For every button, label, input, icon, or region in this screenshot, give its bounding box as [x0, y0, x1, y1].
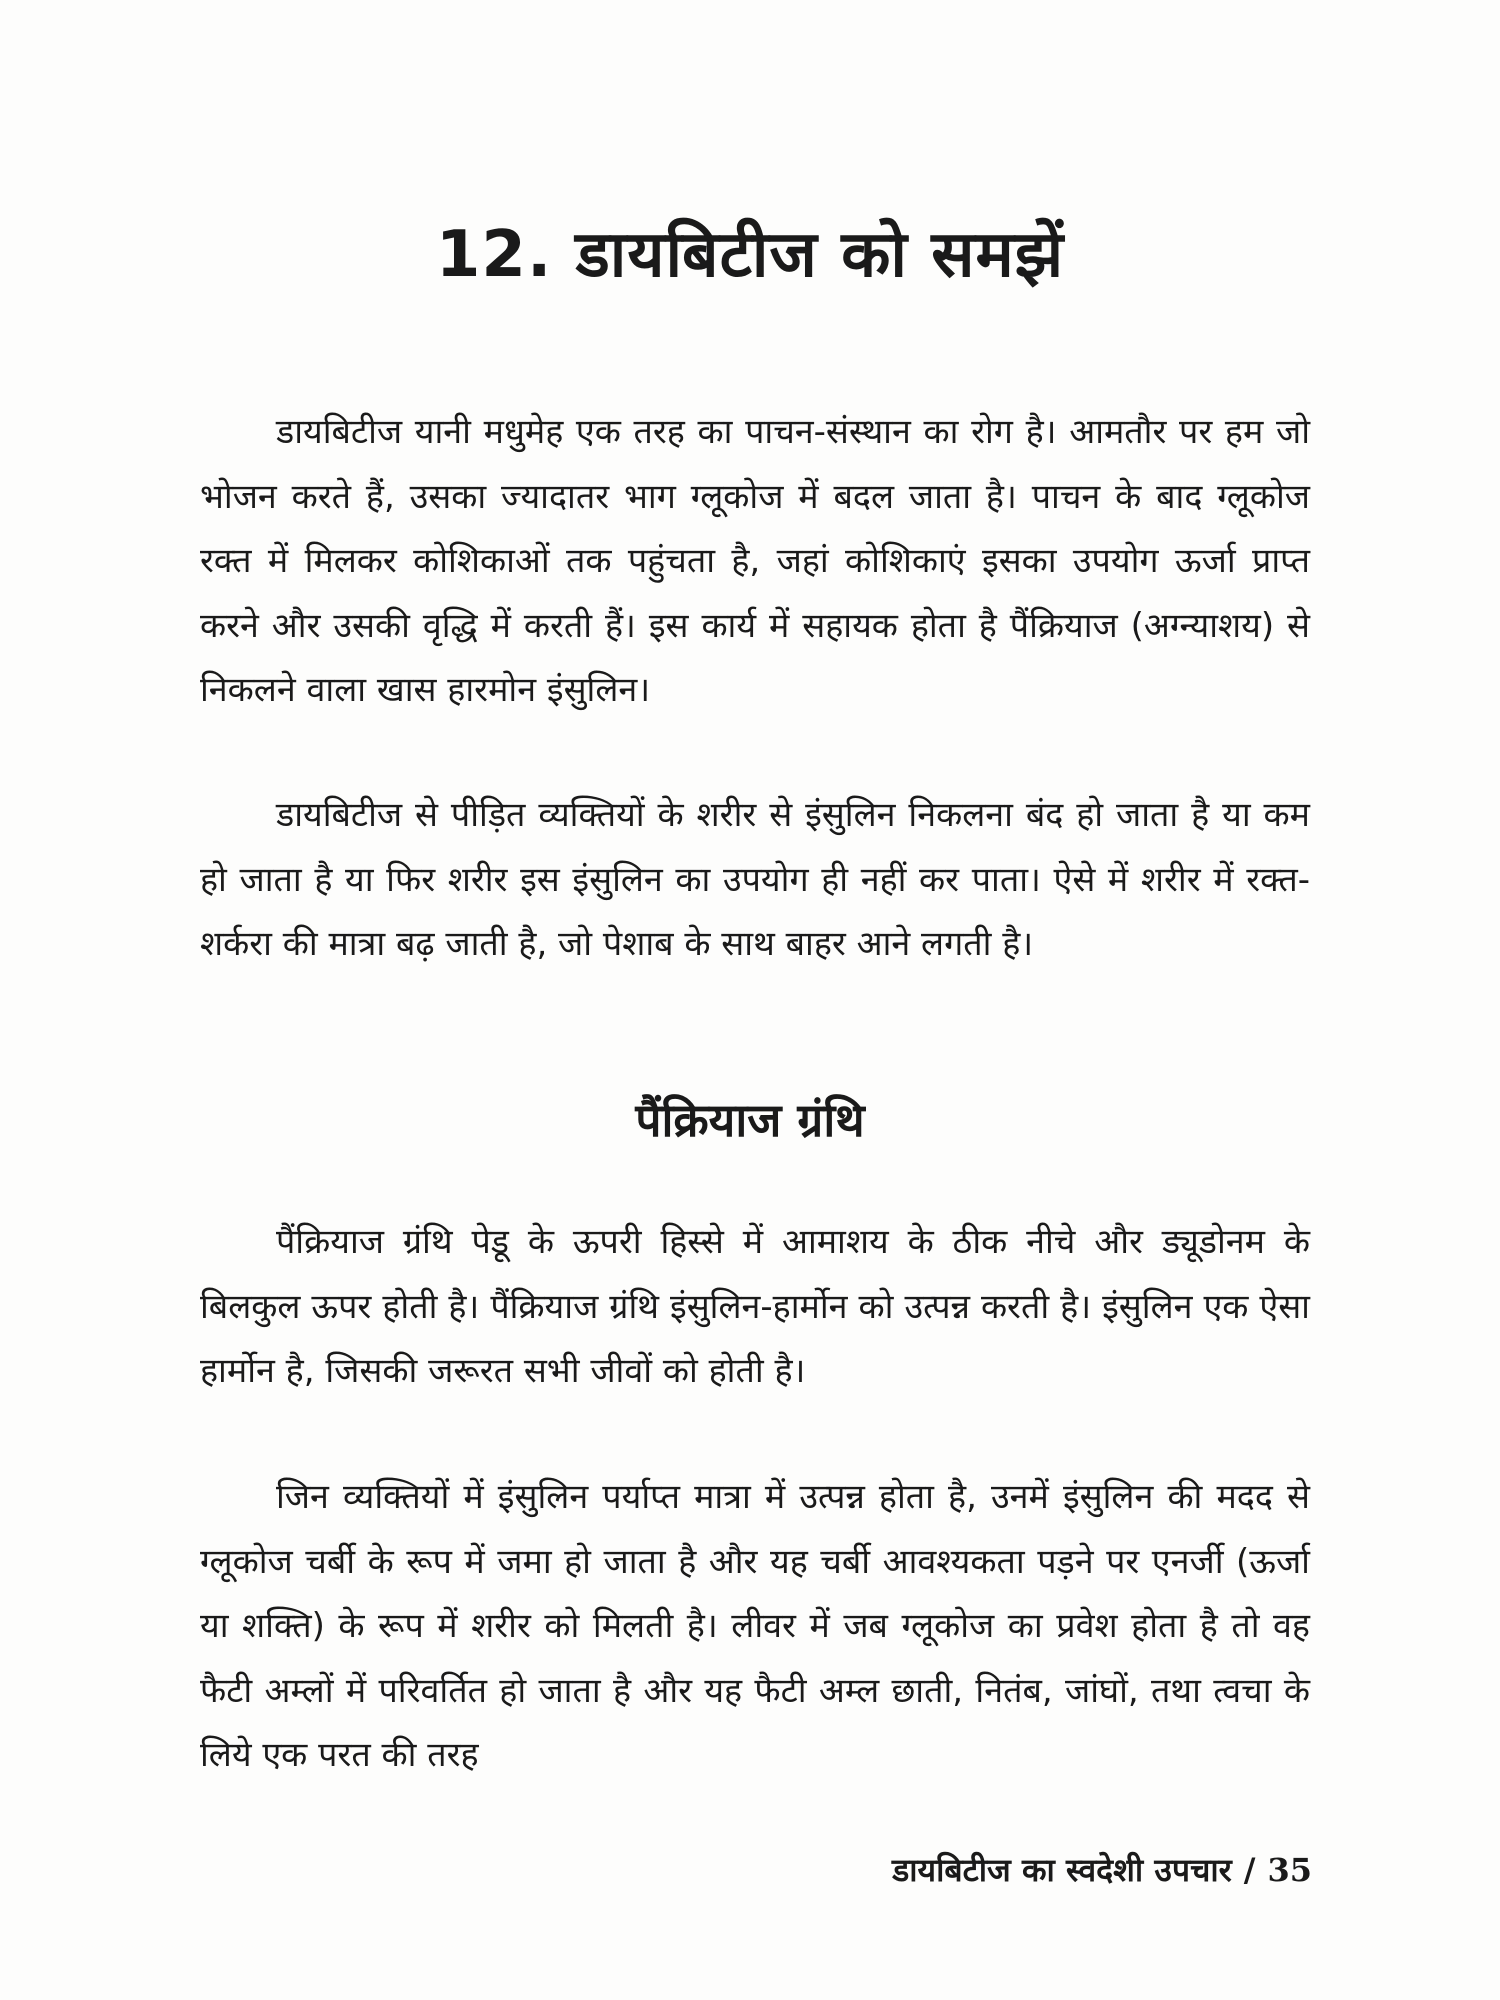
- section-heading: पैंक्रियाज ग्रंथि: [635, 1093, 865, 1147]
- section-paragraph: जिन व्यक्तियों में इंसुलिन पर्याप्त मात्रा में उत्पन्न होता है, उनमें इंसुलिन की मदद से ग्लूकोज चर्बी के रूप में जमा हो जाता है और यह चर्बी आवश्यकता पड़ने पर एनर्जी (ऊर्जा या शक्ति) के रूप में शरीर को मिलती है। लीवर में जब ग्लूकोज का प्रवेश होता है तो वह फैटी अम्लों में परिवर्तित हो जाता है और यह फैटी अम्ल छाती, नितंब, जांघों, तथा त्वचा के लिये एक परत की तरह: [200, 1477, 1310, 1775]
- body-paragraph-1-container: [200, 400, 1310, 723]
- page-number: 35: [1267, 1851, 1312, 1889]
- body-paragraph: डायबिटीज यानी मधुमेह एक तरह का पाचन-संस्थान का रोग है। आमतौर पर हम जो भोजन करते हैं, उसका ज्यादातर भाग ग्लूकोज में बदल जाता है। पाचन के बाद ग्लूकोज रक्त में मिलकर कोशिकाओं तक पहुंचता है, जहां कोशिकाएं इसका उपयोग ऊर्जा प्राप्त करने और उसकी वृद्धि में करती हैं। इस कार्य में सहायक होता है पैंक्रियाज (अग्न्याशय) से निकलने वाला खास हारमोन इंसुलिन।: [200, 412, 1310, 710]
- footer-book-title: डायबिटीज का स्वदेशी उपचार: [892, 1851, 1232, 1889]
- chapter-title: 12. डायबिटीज को समझें: [435, 218, 1065, 292]
- section-paragraph-2-container: [200, 1465, 1310, 1788]
- footer-separator: /: [1243, 1851, 1256, 1889]
- section-paragraph: पैंक्रियाज ग्रंथि पेडू के ऊपरी हिस्से में आमाशय के ठीक नीचे और ड्यूडोनम के बिलकुल ऊपर होती है। पैंक्रियाज ग्रंथि इंसुलिन-हार्मोन को उत्पन्न करती है। इंसुलिन एक ऐसा हार्मोन है, जिसकी जरूरत सभी जीवों को होती है।: [200, 1222, 1310, 1391]
- body-paragraph-2-container: [200, 783, 1310, 977]
- body-paragraph: डायबिटीज से पीड़ित व्यक्तियों के शरीर से इंसुलिन निकलना बंद हो जाता है या कम हो जाता है या फिर शरीर इस इंसुलिन का उपयोग ही नहीं कर पाता। ऐसे में शरीर में रक्त-शर्करा की मात्रा बढ़ जाती है, जो पेशाब के साथ बाहर आने लगती है।: [200, 795, 1310, 964]
- section-paragraph-1-container: [200, 1210, 1310, 1404]
- running-footer: [892, 1848, 1312, 1892]
